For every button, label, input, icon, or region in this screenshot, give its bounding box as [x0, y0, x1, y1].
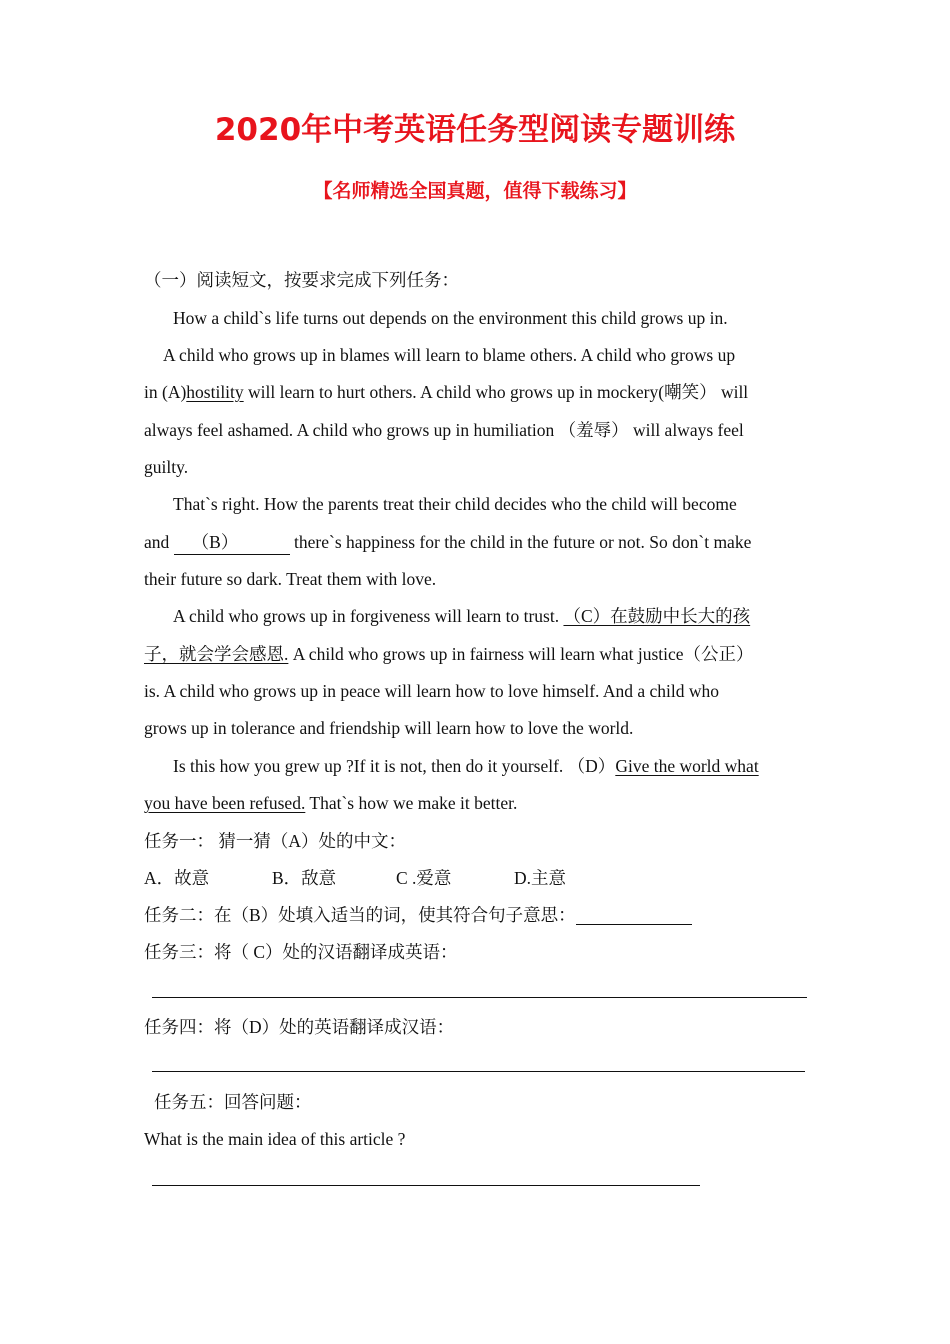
passage-line: A child who grows up in blames will learn to blame others. A child who grows up [163, 345, 736, 365]
passage-text: A child who grows up in forgiveness will learn to trust. [173, 606, 564, 626]
task-1-option-a[interactable]: A．故意 [144, 868, 210, 888]
passage-text: will learn to hurt others. A child who grows up in mockery(嘲笑） will [243, 382, 749, 402]
passage-line [173, 754, 759, 778]
passage-text: and [144, 532, 174, 552]
passage-line: always feel ashamed. A child who grows up in humiliation （羞辱） will always feel [144, 420, 744, 440]
passage-line [144, 380, 748, 404]
task-1-option-c[interactable]: C .爱意 [396, 868, 452, 888]
passage-line: is. A child who grows up in peace will learn how to love himself. And a child who [144, 681, 719, 701]
passage-text: in (A) [144, 382, 187, 402]
passage-line: guilty. [144, 457, 189, 477]
underlined-sentence-c: （C）在鼓励中长大的孩 [563, 606, 751, 626]
task-4-prompt: 任务四：将（D）处的英语翻译成汉语： [144, 1017, 455, 1037]
passage-line: their future so dark. Treat them with love. [144, 569, 437, 589]
underlined-sentence-d: Give the world what [615, 756, 759, 776]
section-heading: （一）阅读短文，按要求完成下列任务： [144, 270, 459, 290]
task-5-answer-line[interactable] [152, 1185, 700, 1186]
task-5-prompt: 任务五：回答问题： [154, 1092, 312, 1112]
passage-text: Is this how you grew up ?If it is not, then do it yourself. （D） [173, 756, 616, 776]
passage-line: grows up in tolerance and friendship will learn how to love the world. [144, 718, 634, 738]
passage-text: there`s happiness for the child in the future or not. So don`t make [289, 532, 752, 552]
page-title: 2020年中考英语任务型阅读专题训练 [214, 112, 736, 148]
underlined-word-a: hostility [186, 382, 244, 402]
passage-line [144, 791, 517, 815]
passage-line: That`s right. How the parents treat their child decides who the child will become [173, 494, 737, 514]
passage-line [144, 530, 751, 555]
task-1-option-d[interactable]: D.主意 [514, 868, 567, 888]
blank-b[interactable]: （B） [174, 530, 290, 555]
passage-text: A child who grows up in fairness will learn what justice（公正） [288, 644, 754, 664]
task-4-answer-line[interactable] [152, 1071, 805, 1072]
task-3-answer-line[interactable] [152, 997, 807, 998]
task-2-text: 任务二：在（B）处填入适当的词，使其符合句子意思： [144, 905, 576, 925]
passage-line [144, 642, 754, 666]
task-1-prompt: 任务一： 猜一猜（A）处的中文： [144, 831, 407, 851]
passage-line [173, 604, 750, 628]
task-3-prompt: 任务三：将（ C）处的汉语翻译成英语： [144, 942, 458, 962]
underlined-sentence-d-cont: you have been refused. [144, 793, 306, 813]
task-2-prompt [144, 903, 692, 927]
task-5-question: What is the main idea of this article ? [144, 1129, 406, 1149]
task-2-answer-blank[interactable] [576, 904, 692, 925]
task-1-option-b[interactable]: B．敌意 [272, 868, 337, 888]
passage-text: That`s how we make it better. [305, 793, 518, 813]
passage-paragraph-1: How a child`s life turns out depends on the environment this child grows up in. [173, 308, 728, 328]
page-subtitle: 【名师精选全国真题，值得下载练习】 [313, 180, 637, 202]
underlined-sentence-c-cont: 子，就会学会感恩. [144, 644, 289, 664]
